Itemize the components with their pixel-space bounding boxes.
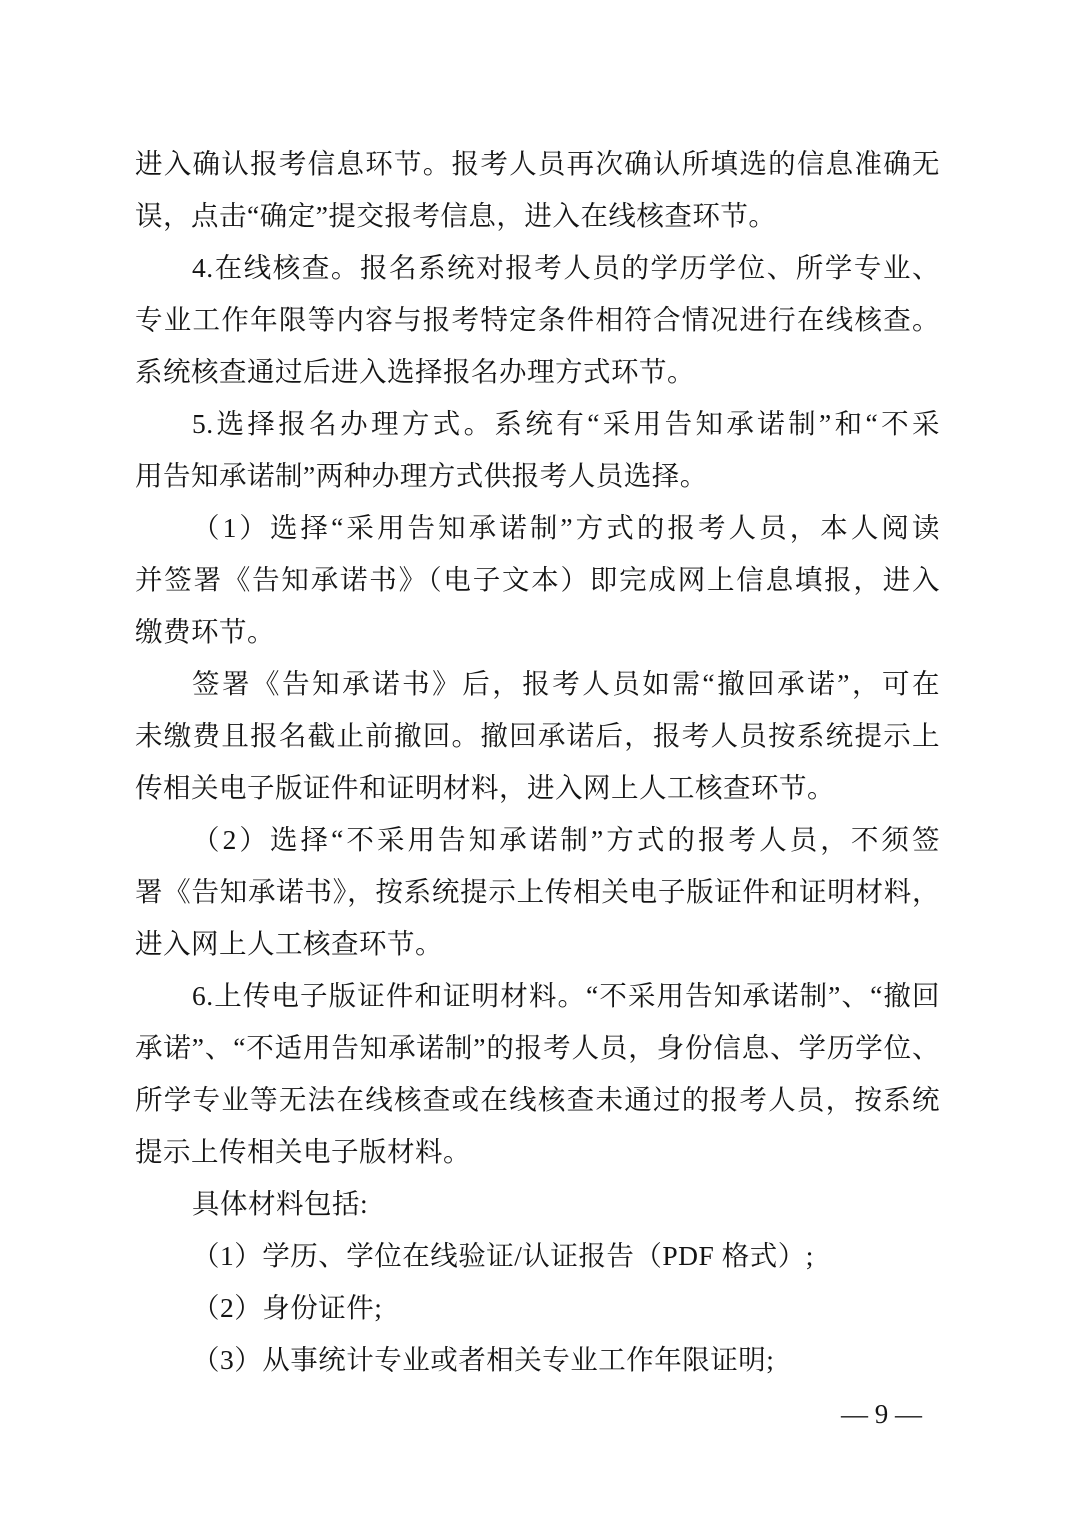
- text-line: 误，点击“确定”提交报考信息，进入在线核查环节。: [135, 200, 777, 231]
- text-line: 具体材料包括:: [192, 1188, 369, 1219]
- text-line: 并签署《告知承诺书》（电子文本）即完成网上信息填报，进入: [135, 564, 940, 595]
- text-line: 系统核查通过后进入选择报名办理方式环节。: [135, 356, 695, 387]
- text-line: （2）身份证件;: [192, 1292, 383, 1323]
- document-body: [135, 138, 940, 1386]
- text-line: 6.上传电子版证件和证明材料。“不采用告知承诺制”、“撤回: [192, 980, 940, 1011]
- page-number: — 9 —: [841, 1399, 922, 1429]
- text-line: 承诺”、“不适用告知承诺制”的报考人员，身份信息、学历学位、: [135, 1032, 940, 1063]
- text-line: 专业工作年限等内容与报考特定条件相符合情况进行在线核查。: [135, 304, 940, 335]
- text-line: 署《告知承诺书》，按系统提示上传相关电子版证件和证明材料，: [135, 876, 940, 907]
- text-line: （1）学历、学位在线验证/认证报告（PDF 格式）;: [192, 1240, 814, 1271]
- text-line: 进入网上人工核查环节。: [135, 928, 443, 959]
- text-line: 未缴费且报名截止前撤回。撤回承诺后，报考人员按系统提示上: [135, 720, 940, 751]
- text-line: 5.选择报名办理方式。系统有“采用告知承诺制”和“不采: [192, 408, 940, 439]
- text-line: 签署《告知承诺书》后，报考人员如需“撤回承诺”，可在: [192, 668, 940, 699]
- text-line: 所学专业等无法在线核查或在线核查未通过的报考人员，按系统: [135, 1084, 940, 1115]
- text-line: 用告知承诺制”两种办理方式供报考人员选择。: [135, 460, 708, 491]
- text-line: （2）选择“不采用告知承诺制”方式的报考人员，不须签: [192, 824, 940, 855]
- text-line: 缴费环节。: [135, 616, 275, 647]
- text-line: （3）从事统计专业或者相关专业工作年限证明;: [192, 1344, 775, 1375]
- text-line: （1）选择“采用告知承诺制”方式的报考人员，本人阅读: [192, 512, 940, 543]
- text-line: 进入确认报考信息环节。报考人员再次确认所填选的信息准确无: [135, 148, 940, 179]
- text-line: 提示上传相关电子版材料。: [135, 1136, 471, 1167]
- text-line: 传相关电子版证件和证明材料，进入网上人工核查环节。: [135, 772, 835, 803]
- text-line: 4.在线核查。报名系统对报考人员的学历学位、所学专业、: [192, 252, 940, 283]
